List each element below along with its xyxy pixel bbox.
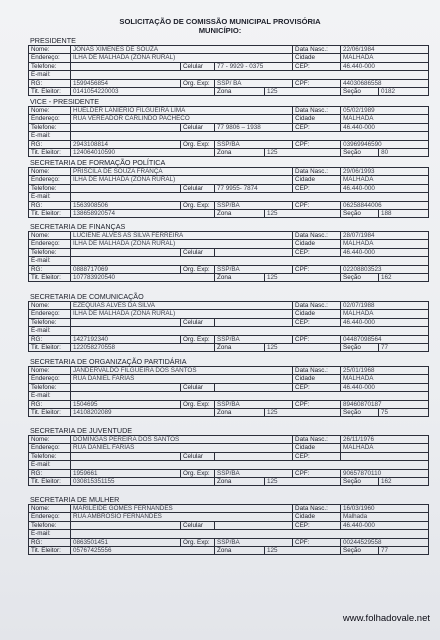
label-celular: Celular [181,383,215,391]
label-zona: Zona [215,547,265,555]
value-rg: 1504695 [71,400,181,408]
label-zona: Zona [215,344,265,352]
row-email [29,327,429,335]
row-tit-eleitor [29,210,429,218]
value-org-exp: SSP/BA [215,469,293,477]
row-telefone [29,521,429,529]
value-cep: 46.440-000 [341,184,429,192]
row-tit-eleitor [29,344,429,352]
value-org-exp: SSP/BA [215,265,293,273]
section-table [28,301,429,352]
row-tit-eleitor [29,274,429,282]
label-rg: RG: [29,79,71,87]
label-data-nasc: Data Nasc.: [293,107,341,115]
value-secao: 80 [379,149,429,157]
label-cidade: Cidade [293,115,341,123]
value-secao: 77 [379,547,429,555]
label-nome: Nome: [29,107,71,115]
document-title: SOLICITAÇÃO DE COMISSÃO MUNICIPAL PROVISÓRIA [119,17,321,26]
label-nome: Nome: [29,232,71,240]
label-org-exp: Org. Exp: [181,335,215,343]
value-org-exp: SSP/BA [215,538,293,546]
value-cpf: 03969946590 [341,140,429,148]
label-celular: Celular [181,184,215,192]
label-zona: Zona [215,88,265,96]
value-celular [215,318,293,326]
value-rg: 1599456854 [71,79,181,87]
label-rg: RG: [29,201,71,209]
value-cidade: MALHADA [341,240,429,248]
value-celular [215,521,293,529]
value-endereco: ILHA DE MALHADA (ZONA RURAL) [71,176,293,184]
label-cpf: CPF: [293,265,341,273]
section-table [28,504,429,555]
label-cidade: Cidade [293,176,341,184]
row-nome [29,436,429,444]
label-cpf: CPF: [293,140,341,148]
label-nome: Nome: [29,367,71,375]
value-data-nasc: 25/01/1968 [341,367,429,375]
label-tit-eleitor: Tit. Eleitor: [29,88,71,96]
value-endereco: RUA DANIEL FARIAS [71,444,293,452]
form-section [28,426,428,486]
value-zona: 125 [265,478,341,486]
row-telefone [29,383,429,391]
label-data-nasc: Data Nasc.: [293,232,341,240]
value-cpf: 44030686558 [341,79,429,87]
value-tit-eleitor: 107783920540 [71,274,215,282]
label-cep: CEP: [293,248,341,256]
label-org-exp: Org. Exp: [181,140,215,148]
label-celular: Celular [181,248,215,256]
label-telefone: Telefone: [29,521,71,529]
row-endereco [29,375,429,383]
label-endereco: Endereço: [29,115,71,123]
value-cpf: 04487098564 [341,335,429,343]
label-zona: Zona [215,478,265,486]
value-nome: JANDERVALDO FILGUEIRA DOS SANTOS [71,367,293,375]
section-title: SECRETARIA DE MULHER [30,495,120,504]
value-email [71,257,429,265]
value-org-exp: SSP/BA [215,201,293,209]
value-telefone [71,123,181,131]
row-endereco [29,444,429,452]
value-endereco: RUA DANIEL FARIAS [71,375,293,383]
label-email: E-mail: [29,530,71,538]
label-secao: Seção [341,478,379,486]
value-celular [215,248,293,256]
label-endereco: Endereço: [29,375,71,383]
row-rg [29,335,429,343]
value-rg: 0863501451 [71,538,181,546]
form-section [28,495,428,555]
row-nome [29,367,429,375]
section-title: SECRETARIA DE FINANÇAS [30,222,126,231]
row-tit-eleitor [29,478,429,486]
value-secao: 75 [379,409,429,417]
row-telefone [29,62,429,70]
row-tit-eleitor [29,88,429,96]
section-title: SECRETARIA DE COMUNICAÇÃO [30,292,144,301]
value-cidade: Malhada [341,513,429,521]
value-data-nasc: 02/07/1988 [341,302,429,310]
section-table [28,167,429,218]
value-email [71,327,429,335]
label-email: E-mail: [29,193,71,201]
value-tit-eleitor: 138658920574 [71,210,215,218]
label-tit-eleitor: Tit. Eleitor: [29,478,71,486]
label-celular: Celular [181,62,215,70]
row-rg [29,201,429,209]
label-endereco: Endereço: [29,176,71,184]
value-tit-eleitor: 122058270558 [71,344,215,352]
label-cep: CEP: [293,452,341,460]
value-endereco: ILHA DE MALHADA (ZONA RURAL) [71,54,293,62]
row-rg [29,79,429,87]
value-email [71,392,429,400]
label-telefone: Telefone: [29,62,71,70]
form-section [28,158,428,218]
value-rg: 2943108814 [71,140,181,148]
label-endereco: Endereço: [29,54,71,62]
value-cep: 46.440-000 [341,123,429,131]
label-rg: RG: [29,469,71,477]
label-telefone: Telefone: [29,184,71,192]
label-zona: Zona [215,409,265,417]
label-rg: RG: [29,400,71,408]
label-cep: CEP: [293,123,341,131]
row-email [29,257,429,265]
label-rg: RG: [29,538,71,546]
label-secao: Seção [341,344,379,352]
value-celular [215,452,293,460]
value-endereco: ILHA DE MALHADA (ZONA RURAL) [71,310,293,318]
label-cidade: Cidade [293,375,341,383]
form-section [28,222,428,282]
label-zona: Zona [215,210,265,218]
label-tit-eleitor: Tit. Eleitor: [29,547,71,555]
value-cidade: MALHADA [341,444,429,452]
row-telefone [29,318,429,326]
label-data-nasc: Data Nasc.: [293,367,341,375]
value-email [71,132,429,140]
value-email [71,461,429,469]
value-cidade: MALHADA [341,375,429,383]
label-rg: RG: [29,140,71,148]
value-cpf: 02208803523 [341,265,429,273]
row-nome [29,168,429,176]
label-email: E-mail: [29,257,71,265]
label-org-exp: Org. Exp: [181,79,215,87]
label-cidade: Cidade [293,240,341,248]
value-org-exp: SSP/BA [215,140,293,148]
label-org-exp: Org. Exp: [181,201,215,209]
value-data-nasc: 26/11/1976 [341,436,429,444]
label-rg: RG: [29,335,71,343]
value-secao: 77 [379,344,429,352]
label-secao: Seção [341,409,379,417]
label-cidade: Cidade [293,310,341,318]
label-secao: Seção [341,274,379,282]
label-endereco: Endereço: [29,444,71,452]
form-section [28,97,428,157]
row-rg [29,400,429,408]
section-title: SECRETARIA DE ORGANIZAÇÃO PARTIDÁRIA [30,357,187,366]
row-nome [29,107,429,115]
row-tit-eleitor [29,409,429,417]
value-nome: DOMINGAS PEREIRA DOS SANTOS [71,436,293,444]
value-tit-eleitor: 030815351155 [71,478,215,486]
row-endereco [29,115,429,123]
row-rg [29,538,429,546]
value-tit-eleitor: 14108202089 [71,409,215,417]
label-endereco: Endereço: [29,240,71,248]
label-zona: Zona [215,149,265,157]
label-email: E-mail: [29,71,71,79]
label-cep: CEP: [293,184,341,192]
value-zona: 125 [265,409,341,417]
label-cidade: Cidade [293,513,341,521]
label-nome: Nome: [29,168,71,176]
document-subtitle: MUNICÍPIO: [198,26,242,35]
value-cidade: MALHADA [341,115,429,123]
label-celular: Celular [181,452,215,460]
label-secao: Seção [341,210,379,218]
form-section [28,292,428,352]
label-nome: Nome: [29,302,71,310]
row-endereco [29,54,429,62]
label-tit-eleitor: Tit. Eleitor: [29,344,71,352]
row-telefone [29,184,429,192]
value-org-exp: SSP/BA [215,400,293,408]
row-telefone [29,452,429,460]
label-celular: Celular [181,123,215,131]
value-zona: 125 [265,547,341,555]
label-org-exp: Org. Exp: [181,469,215,477]
section-title: SECRETARIA DE JUVENTUDE [30,426,133,435]
label-telefone: Telefone: [29,383,71,391]
label-cpf: CPF: [293,469,341,477]
section-table [28,231,429,282]
label-telefone: Telefone: [29,123,71,131]
value-nome: HUELDER LANIERIO FILGUEIRA LIMA [71,107,293,115]
label-data-nasc: Data Nasc.: [293,46,341,54]
label-tit-eleitor: Tit. Eleitor: [29,210,71,218]
label-email: E-mail: [29,327,71,335]
value-celular: 77 - 9929 - 0375 [215,62,293,70]
label-data-nasc: Data Nasc.: [293,302,341,310]
value-email [71,71,429,79]
label-cep: CEP: [293,521,341,529]
value-telefone [71,184,181,192]
label-rg: RG: [29,265,71,273]
value-rg: 1959661 [71,469,181,477]
label-telefone: Telefone: [29,452,71,460]
label-cep: CEP: [293,62,341,70]
value-org-exp: SSP/ BA [215,79,293,87]
value-endereco: RUA VEREADOR CARLINDO PACHECO [71,115,293,123]
value-cep: 46.440-000 [341,521,429,529]
section-table [28,106,429,157]
label-data-nasc: Data Nasc.: [293,168,341,176]
label-org-exp: Org. Exp: [181,538,215,546]
value-telefone [71,452,181,460]
value-data-nasc: 28/07/1984 [341,232,429,240]
label-cpf: CPF: [293,538,341,546]
row-nome [29,505,429,513]
row-telefone [29,248,429,256]
label-secao: Seção [341,547,379,555]
value-endereco: RUA AMBROSIO FERNANDES [71,513,293,521]
value-rg: 1563908506 [71,201,181,209]
value-celular: 77 9955- 7874 [215,184,293,192]
value-endereco: ILHA DE MALHADA (ZONA RURAL) [71,240,293,248]
value-email [71,193,429,201]
value-secao: 188 [379,210,429,218]
section-title: PRESIDENTE [30,36,76,45]
label-telefone: Telefone: [29,318,71,326]
label-tit-eleitor: Tit. Eleitor: [29,149,71,157]
row-email [29,193,429,201]
form-section [28,357,428,417]
label-endereco: Endereço: [29,513,71,521]
row-nome [29,232,429,240]
value-email [71,530,429,538]
value-data-nasc: 05/02/1989 [341,107,429,115]
value-zona: 125 [265,210,341,218]
row-nome [29,302,429,310]
label-cpf: CPF: [293,201,341,209]
section-table [28,435,429,486]
row-endereco [29,310,429,318]
label-nome: Nome: [29,46,71,54]
label-secao: Seção [341,88,379,96]
label-endereco: Endereço: [29,310,71,318]
label-org-exp: Org. Exp: [181,265,215,273]
section-table [28,45,429,96]
label-nome: Nome: [29,436,71,444]
value-secao: 0182 [379,88,429,96]
label-secao: Seção [341,149,379,157]
form-section [28,36,428,96]
value-data-nasc: 29/06/1993 [341,168,429,176]
row-endereco [29,513,429,521]
row-email [29,461,429,469]
value-nome: LUCIENE ALVES AS SILVA FERREIRA [71,232,293,240]
label-nome: Nome: [29,505,71,513]
value-rg: 0888717069 [71,265,181,273]
row-email [29,132,429,140]
label-cidade: Cidade [293,444,341,452]
row-endereco [29,176,429,184]
value-secao: 162 [379,478,429,486]
row-nome [29,46,429,54]
value-telefone [71,521,181,529]
row-rg [29,140,429,148]
label-email: E-mail: [29,461,71,469]
label-celular: Celular [181,318,215,326]
label-cpf: CPF: [293,335,341,343]
value-org-exp: SSP/BA [215,335,293,343]
value-telefone [71,318,181,326]
value-zona: 125 [265,274,341,282]
value-cidade: MALHADA [341,54,429,62]
value-nome: JONAS XIMENES DE SOUZA [71,46,293,54]
label-cep: CEP: [293,383,341,391]
row-tit-eleitor [29,149,429,157]
row-endereco [29,240,429,248]
value-secao: 162 [379,274,429,282]
value-cpf: 90657870110 [341,469,429,477]
row-email [29,71,429,79]
value-tit-eleitor: 124064010590 [71,149,215,157]
value-cep: 46.440-000 [341,383,429,391]
value-zona: 125 [265,344,341,352]
row-telefone [29,123,429,131]
value-telefone [71,383,181,391]
value-tit-eleitor: 0141054220003 [71,88,215,96]
value-celular: 77 9806 – 1938 [215,123,293,131]
value-nome: EZEQUIAS ALVES DA SILVA [71,302,293,310]
value-data-nasc: 16/03/1960 [341,505,429,513]
label-zona: Zona [215,274,265,282]
value-nome: PRISCILA DE SOUZA FRANÇA [71,168,293,176]
label-cpf: CPF: [293,400,341,408]
label-org-exp: Org. Exp: [181,400,215,408]
value-nome: MARILEIDE GOMES FERNANDES [71,505,293,513]
section-table [28,366,429,417]
row-rg [29,469,429,477]
label-cidade: Cidade [293,54,341,62]
value-cpf: 06258844006 [341,201,429,209]
row-email [29,392,429,400]
label-telefone: Telefone: [29,248,71,256]
label-data-nasc: Data Nasc.: [293,436,341,444]
value-cep: 46.440-000 [341,62,429,70]
label-email: E-mail: [29,132,71,140]
label-cep: CEP: [293,318,341,326]
value-cpf: 00244529558 [341,538,429,546]
label-email: E-mail: [29,392,71,400]
value-cep [341,452,429,460]
watermark: www.folhadovale.net [342,613,430,624]
value-zona: 125 [265,88,341,96]
label-tit-eleitor: Tit. Eleitor: [29,409,71,417]
section-title: SECRETARIA DE FORMAÇÃO POLÍTICA [30,158,166,167]
value-telefone [71,62,181,70]
value-celular [215,383,293,391]
value-cidade: MALHADA [341,310,429,318]
value-cidade: MALHADA [341,176,429,184]
section-title: VICE - PRESIDENTE [30,97,100,106]
value-cep: 46.440-000 [341,318,429,326]
value-zona: 125 [265,149,341,157]
row-email [29,530,429,538]
label-tit-eleitor: Tit. Eleitor: [29,274,71,282]
value-telefone [71,248,181,256]
label-cpf: CPF: [293,79,341,87]
value-cep: 46.440-000 [341,248,429,256]
label-data-nasc: Data Nasc.: [293,505,341,513]
row-tit-eleitor [29,547,429,555]
value-tit-eleitor: 05767425556 [71,547,215,555]
row-rg [29,265,429,273]
value-cpf: 89460870187 [341,400,429,408]
label-celular: Celular [181,521,215,529]
value-rg: 1427192340 [71,335,181,343]
value-data-nasc: 22/06/1984 [341,46,429,54]
